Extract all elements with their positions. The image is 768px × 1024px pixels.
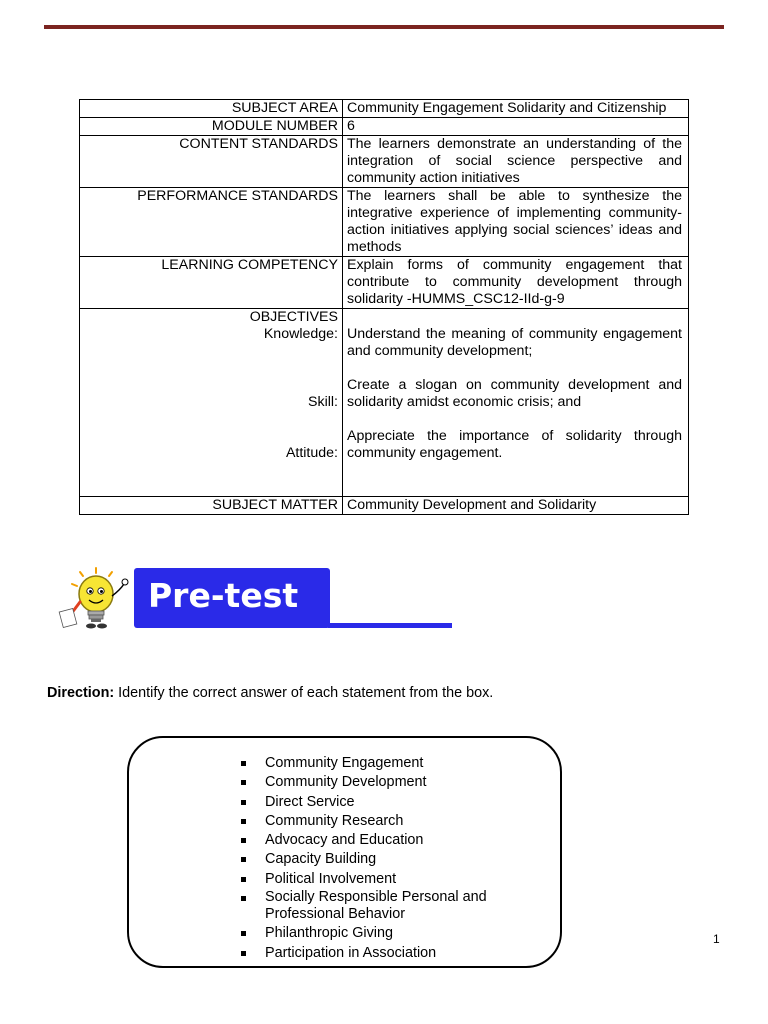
performance-standards-label: PERFORMANCE STANDARDS [80,188,343,257]
list-item [240,831,520,850]
subject-matter-value: Community Development and Solidarity [343,497,689,515]
list-item-label: Socially Responsible Personal and Professional Behavior [265,889,487,923]
bullet-icon [241,877,246,882]
subject-area-label: SUBJECT AREA [80,100,343,118]
table-row [80,257,689,309]
objectives-labels [80,309,343,497]
bullet-icon [241,819,246,824]
learning-competency-value: Explain forms of community engagement that contribute to community development through solidarity -HUMMS_CSC12-IId-g-9 [343,257,689,309]
table-row [80,118,689,136]
list-item-label: Community Engagement [265,755,424,771]
direction-label: Direction: [47,685,115,701]
attitude-label: Attitude: [285,445,338,461]
direction-text [47,685,493,701]
table-row [80,100,689,118]
page-number: 1 [713,932,720,946]
list-item [240,889,520,924]
pretest-underline [328,623,452,628]
list-item-label: Political Involvement [265,870,397,887]
objectives-label: OBJECTIVES [249,309,338,325]
bullet-icon [241,896,246,901]
bullet-icon [241,951,246,956]
bullet-icon [241,761,246,766]
table-row [80,497,689,515]
knowledge-value: Understand the meaning of community engagement and community development; [347,326,682,359]
header-rule [44,25,724,29]
list-item-label: Advocacy and Education [265,832,424,849]
lightbulb-icon [58,566,132,632]
list-item [240,773,520,792]
bullet-icon [241,838,246,843]
list-item-label: Community Research [265,812,404,829]
subject-area-value: Community Engagement Solidarity and Citizenship [343,100,689,118]
pretest-title: Pre-test [148,576,299,615]
content-standards-label: CONTENT STANDARDS [80,136,343,188]
knowledge-label: Knowledge: [263,326,338,342]
skill-label: Skill: [308,394,338,410]
module-info-table [79,99,689,515]
list-item [240,944,520,963]
list-item [240,924,520,943]
list-item [240,850,520,869]
bullet-icon [241,857,246,862]
answer-choices-list [240,754,520,963]
learning-competency-label: LEARNING COMPETENCY [80,257,343,309]
pretest-header [58,566,458,632]
list-item-label: Capacity Building [265,851,377,868]
list-item-label: Community Development [265,774,427,791]
bullet-icon [241,800,246,805]
list-item-label: Participation in Association [265,944,437,961]
subject-matter-label: SUBJECT MATTER [80,497,343,515]
objectives-values [343,309,689,497]
list-item [240,793,520,812]
list-item-label: Direct Service [265,793,355,810]
performance-standards-value: The learners shall be able to synthesize the integrative experience of implementing community-action initiatives applying social sciences’ ideas and methods [343,188,689,257]
list-item-label: Philanthropic Giving [265,925,393,942]
content-standards-value: The learners demonstrate an understanding of the integration of social science perspective and community action initiatives [343,136,689,188]
table-row [80,136,689,188]
bullet-icon [241,931,246,936]
attitude-value: Appreciate the importance of solidarity through community engagement. [347,428,682,461]
list-item [240,870,520,889]
module-number-label: MODULE NUMBER [80,118,343,136]
skill-value: Create a slogan on community development and solidarity amidst economic crisis; and [347,377,682,410]
table-row [80,188,689,257]
bullet-icon [241,780,246,785]
table-row [80,309,689,497]
direction-instruction: Identify the correct answer of each statement from the box. [114,685,494,701]
module-number-value: 6 [343,118,689,136]
list-item [240,812,520,831]
list-item [240,754,520,773]
